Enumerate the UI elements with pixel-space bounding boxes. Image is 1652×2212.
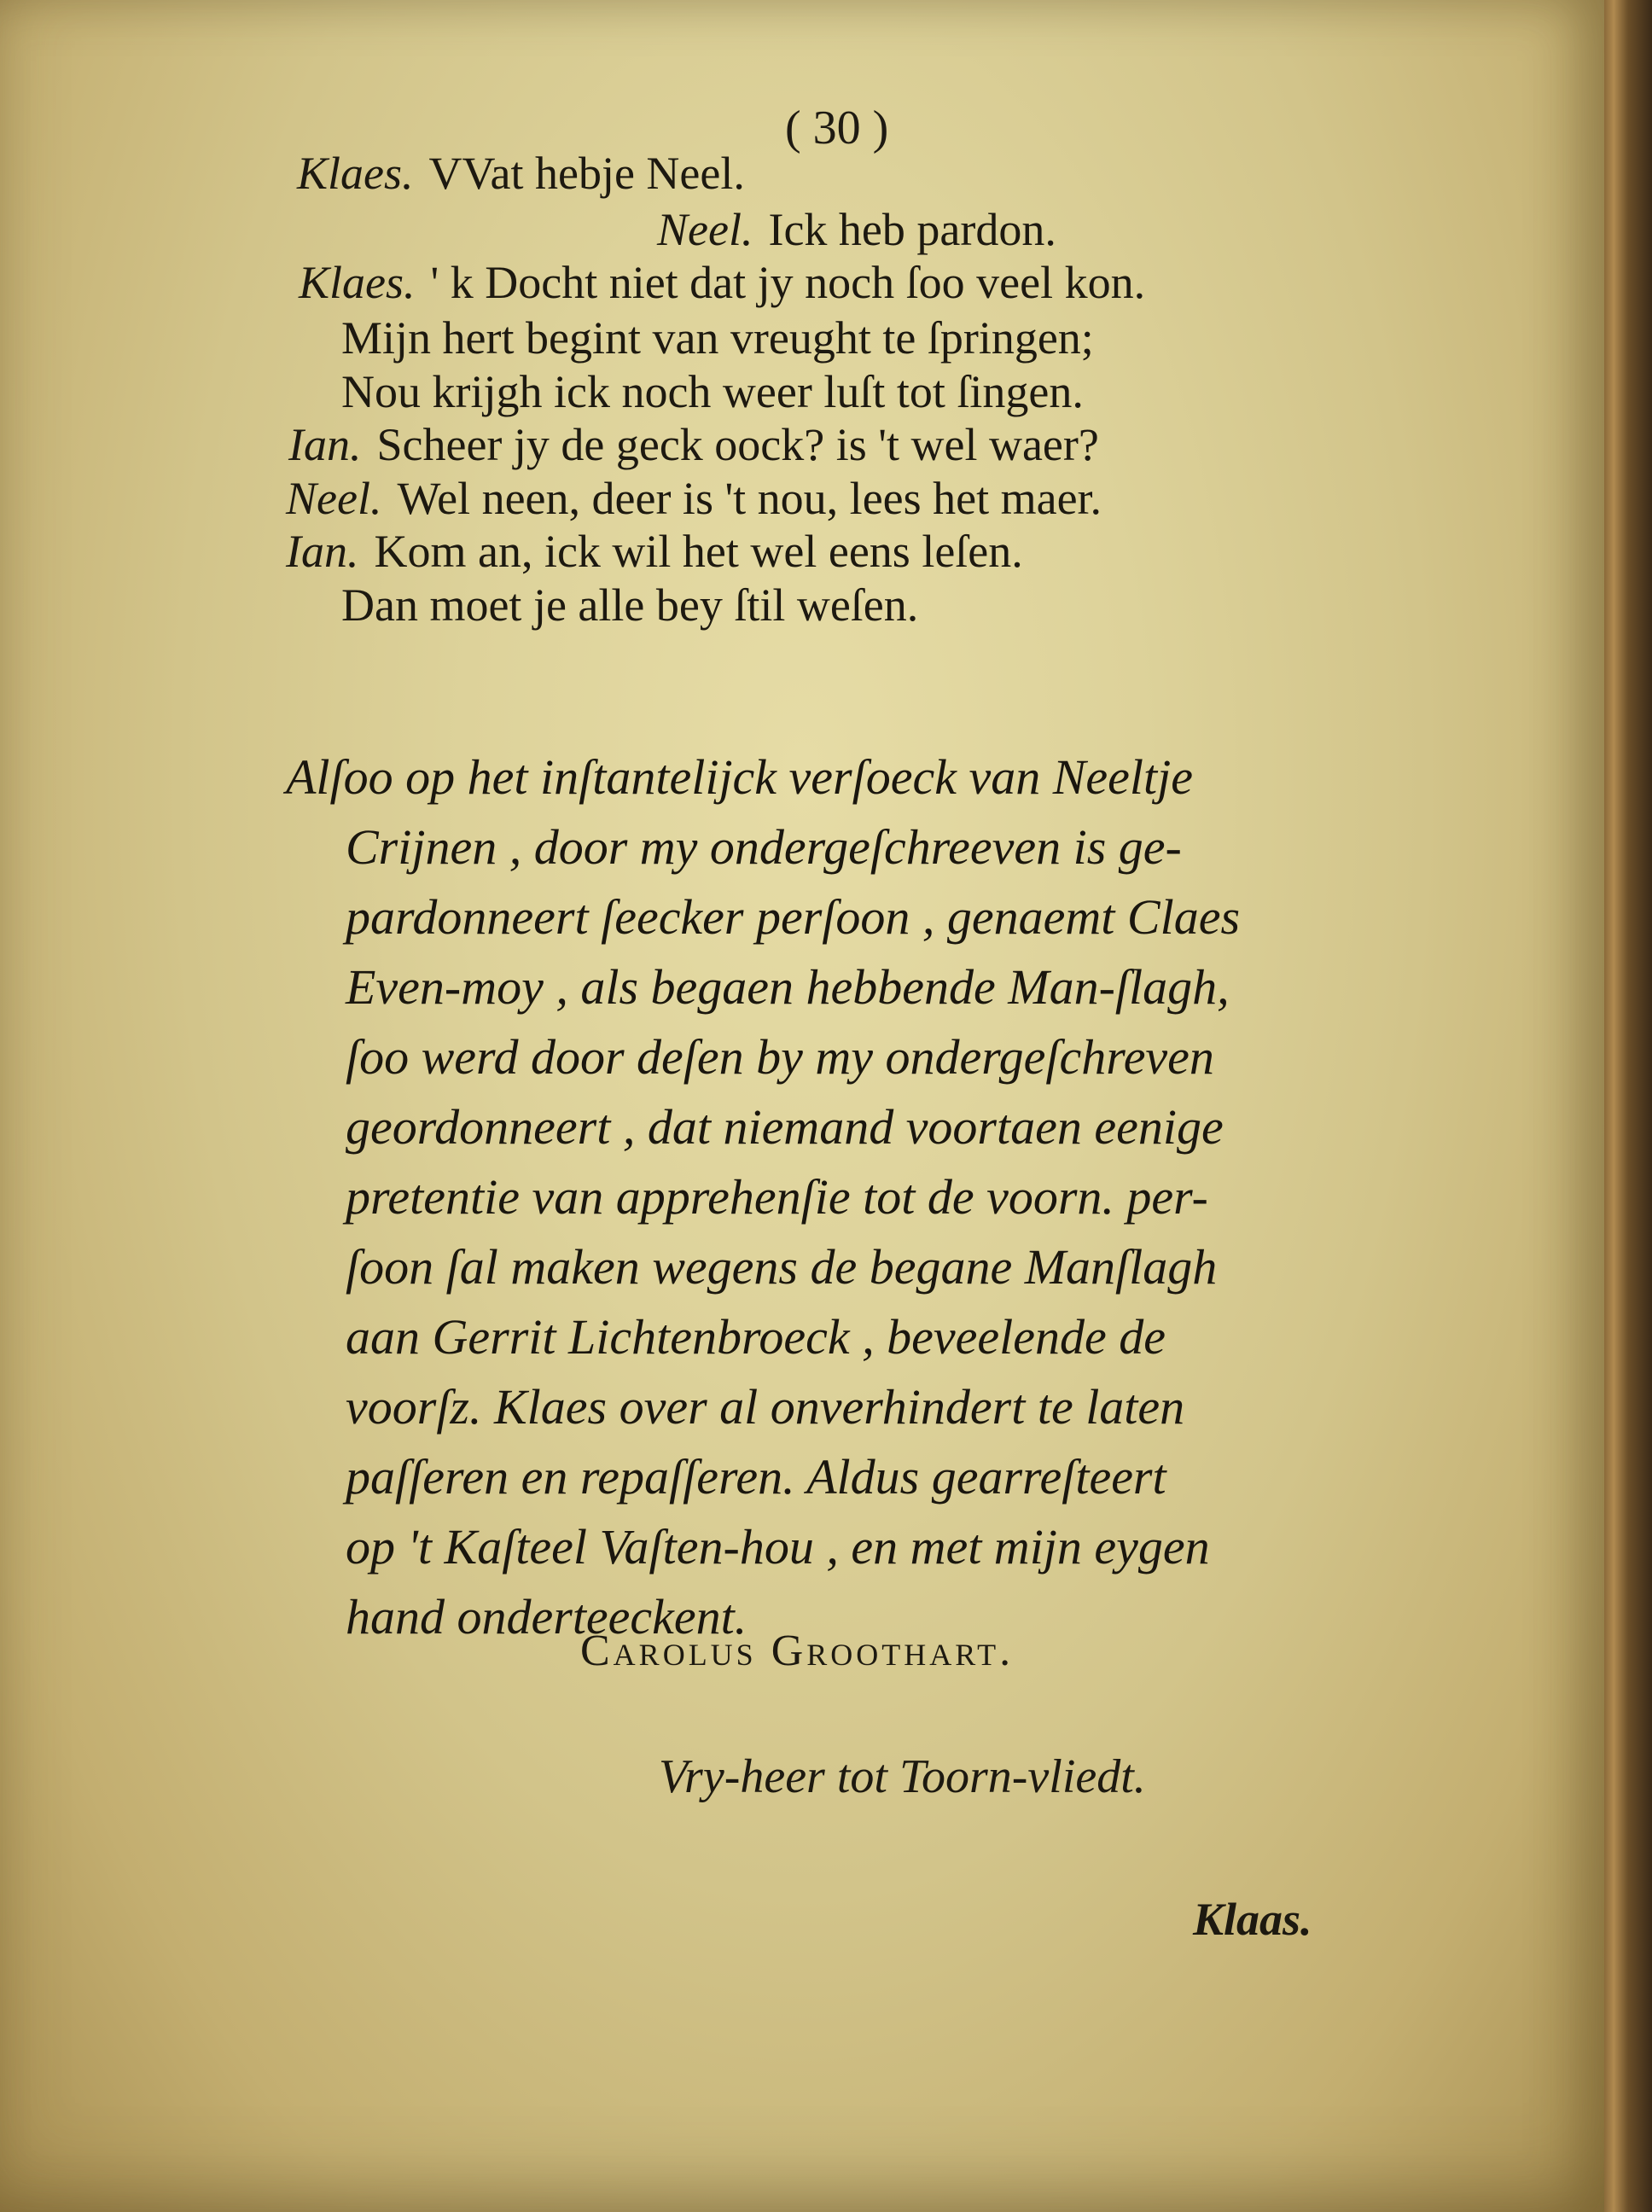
speaker-label: Neel. [657, 204, 753, 255]
decree-line: hand onderteeckent. [346, 1589, 747, 1644]
decree-line: voorſz. Klaes over al onverhindert te laten [346, 1379, 1185, 1435]
speaker-label: Ian. [286, 526, 359, 577]
dialogue-text: Mijn hert begint van vreught te ſpringen; [341, 312, 1094, 364]
dialogue-text: Wel neen, deer is 't nou, lees het maer. [397, 473, 1102, 524]
page-edge [1604, 0, 1652, 2212]
dialogue-line [286, 472, 1102, 525]
dialogue-line [297, 147, 745, 200]
dialogue-line [657, 203, 1056, 256]
dialogue-text: ' k Docht niet dat jy noch ſoo veel kon. [430, 257, 1146, 308]
pardon-decree [286, 742, 1352, 1652]
dialogue-text: Nou krijgh ick noch weer luſt tot ſingen. [341, 366, 1084, 417]
dialogue-text: Ick heb pardon. [768, 204, 1056, 255]
dialogue-text: Kom an, ick wil het wel eens leſen. [374, 526, 1023, 577]
decree-line: ſoon ſal maken wegens de begane Manſlagh [346, 1239, 1218, 1295]
dialogue-text: Scheer jy de geck oock? is 't wel waer? [376, 419, 1099, 470]
decree-line: geordonneert , dat niemand voortaen eenige [346, 1099, 1224, 1155]
decree-line: pardonneert ſeecker perſoon , genaemt Claes [346, 889, 1241, 945]
decree-line: pretentie van apprehenſie tot de voorn. per- [346, 1169, 1208, 1225]
dialogue-text: Dan moet je alle bey ſtil weſen. [341, 579, 919, 631]
dialogue-text: VVat hebje Neel. [428, 148, 745, 199]
signature-name: Carolus Groothart. [580, 1627, 1015, 1675]
decree-line: Crijnen , door my ondergeſchreeven is ge- [346, 819, 1182, 875]
dialogue-line [341, 311, 1094, 364]
dialogue-block [0, 137, 1451, 666]
decree-line: aan Gerrit Lichtenbroeck , beveelende de [346, 1309, 1166, 1365]
dialogue-line [341, 365, 1084, 418]
decree-line: Even-moy , als begaen hebbende Man-ſlagh, [346, 959, 1230, 1015]
signature-title: Vry-heer tot Toorn-vliedt. [659, 1750, 1146, 1803]
decree-line: paſſeren en repaſſeren. Aldus gearreſteert [346, 1449, 1166, 1505]
decree-line: Alſoo op het inſtantelijck verſoeck van Neeltje [286, 749, 1193, 805]
dialogue-line [341, 579, 918, 632]
dialogue-line [286, 525, 1023, 578]
speaker-label: Klaes. [297, 148, 414, 199]
decree-line: op 't Kaſteel Vaſten-hou , en met mijn eygen [346, 1519, 1210, 1575]
speaker-label: Neel. [286, 473, 382, 524]
speaker-label: Klaes. [299, 257, 416, 308]
catchword: Klaas. [1193, 1894, 1312, 1945]
decree-line: ſoo werd door deſen by my ondergeſchreven [346, 1029, 1214, 1085]
page-number: ( 30 ) [785, 102, 889, 154]
dialogue-line [288, 418, 1099, 471]
speaker-label: Ian. [288, 419, 362, 470]
dialogue-line [299, 256, 1145, 309]
